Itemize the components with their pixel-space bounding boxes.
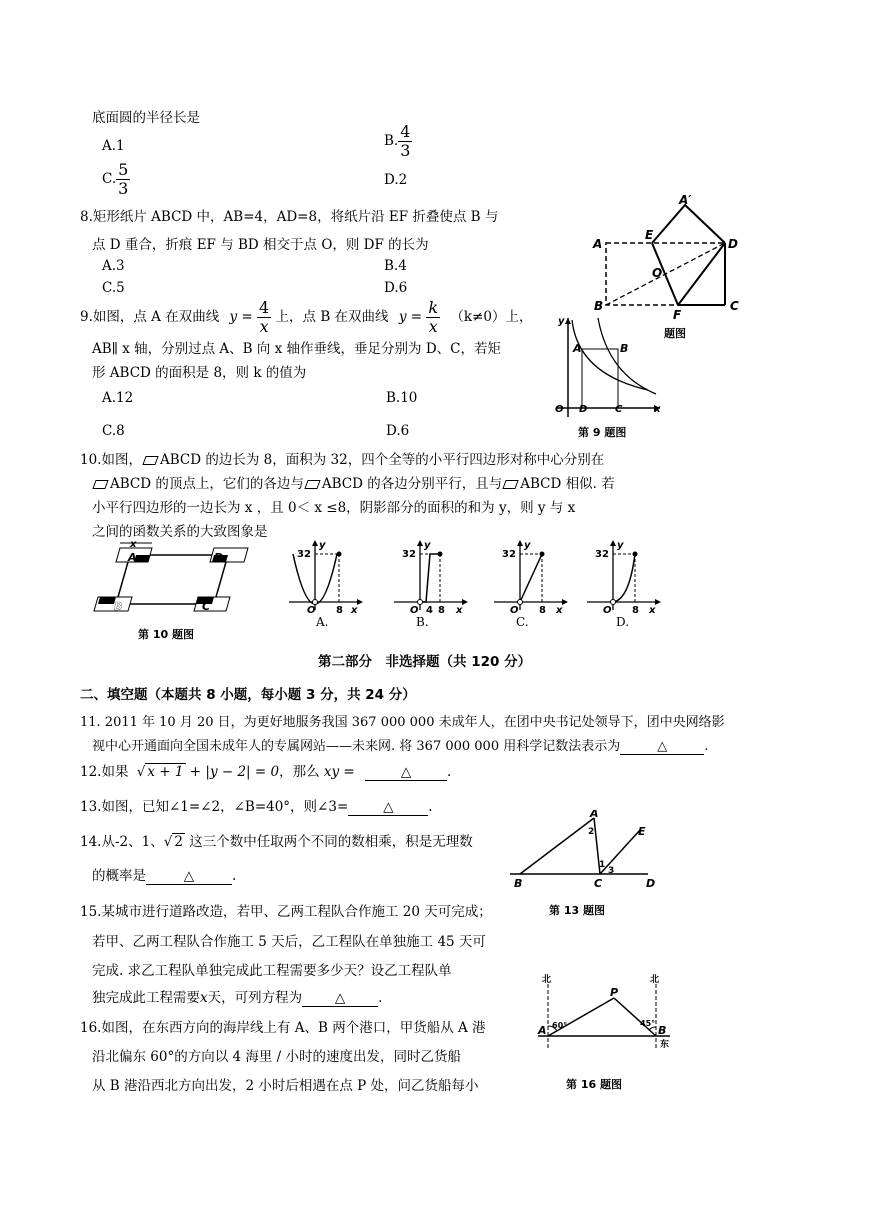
q8-line1: 8.矩形纸片 ABCD 中，AB=4，AD=8，将纸片沿 EF 折叠使点 B 与	[80, 209, 499, 225]
q10-line4: 之间的函数关系的大致图象是	[92, 524, 268, 540]
q8-label-a-prime: A′	[679, 193, 692, 207]
q9-label-x: x	[654, 404, 661, 415]
q15-line3: 完成. 求乙工程队单独完成此工程需要多少天？设乙工程队单	[92, 963, 452, 979]
q7-stem: 底面圆的半径长是	[92, 110, 200, 126]
q16-label-p: P	[610, 986, 619, 999]
q8-figure-caption: 题图	[664, 327, 686, 340]
graph-c-8-label: 8	[539, 605, 546, 616]
q8-label-a: A	[593, 237, 603, 251]
q16-line1: 16.如图，在东西方向的海岸线上有 A、B 两个港口，甲货船从 A 港	[80, 1020, 486, 1036]
graph-a-y-label: y	[319, 540, 326, 551]
graph-b-4-label: 4	[426, 605, 433, 616]
sqrt-symbol: √ 2	[163, 834, 183, 850]
parallelogram-icon	[142, 456, 158, 465]
graph-a-32-label: 32	[297, 549, 311, 560]
q13-figure	[508, 810, 658, 892]
q10-figure-caption: 第 10 题图	[138, 628, 194, 641]
q10-line2: ABCD 的顶点上，它们的各边与 ABCD 的各边分别平行，且与 ABCD 相似. 若	[92, 472, 615, 492]
q9-label-y: y	[558, 316, 565, 327]
q13-text: 13.如图，已知∠1=∠2，∠B=40°，则∠3= △ .	[80, 799, 433, 815]
q10-graph-a	[287, 538, 367, 616]
graph-b-origin-label: O	[410, 605, 419, 616]
parallelogram-icon	[503, 480, 519, 489]
q8-option-d: D.6	[384, 280, 408, 296]
q16-label-north-a: 北	[542, 975, 552, 985]
q10-label-d: D	[214, 551, 224, 564]
q10-graph-b	[392, 538, 472, 616]
q14-line2: 的概率是 △ .	[92, 868, 237, 884]
q9-figure-caption: 第 9 题图	[578, 426, 627, 439]
q12-answer-blank[interactable]: △	[365, 764, 447, 781]
q15-line2: 若甲、乙两工程队合作施工 5 天后，乙工程队在单独施工 45 天可	[92, 934, 486, 950]
q8-label-o: O	[652, 266, 663, 280]
q16-label-north-b: 北	[650, 975, 660, 985]
q9-label-o: O	[555, 404, 564, 415]
q11-answer-blank[interactable]: △	[620, 739, 704, 755]
parallelogram-icon	[304, 480, 320, 489]
q8-option-a: A.3	[102, 258, 125, 274]
q9-option-a: A.12	[102, 390, 134, 406]
graph-a-8-label: 8	[336, 605, 343, 616]
graph-b-x-label: x	[456, 605, 463, 616]
q10-label-b: B	[114, 600, 123, 613]
q8-label-b: B	[594, 299, 604, 313]
q10-option-a: A.	[316, 615, 329, 629]
q10-label-x: x	[130, 540, 137, 550]
q13-label-b: B	[514, 877, 523, 890]
graph-b-32-label: 32	[402, 549, 416, 560]
section2-title: 二、填空题（本题共 8 小题，每小题 3 分，共 24 分）	[80, 687, 416, 703]
q11-line2: 视中心开通面向全国未成年人的专属网站——未来网. 将 367 000 000 用科学记数法表示为 △ .	[92, 739, 709, 754]
q11-line1: 11. 2011 年 10 月 20 日，为更好地服务我国 367 000 000 未成年人，在团中央书记处领导下，团中央网络影	[80, 715, 725, 730]
q10-line3: 小平行四边形的一边长为 x ，且 0＜ x ≤8，阴影部分的面积的和为 y，则 y 与 x	[92, 500, 576, 516]
graph-c-x-label: x	[556, 605, 563, 616]
q8-label-c: C	[730, 299, 739, 313]
q13-answer-blank[interactable]: △	[348, 799, 428, 816]
q13-label-c: C	[594, 877, 603, 890]
q10-figure	[90, 540, 255, 628]
q8-option-b: B.4	[384, 258, 407, 274]
q16-figure-caption: 第 16 题图	[566, 1078, 622, 1091]
graph-c-32-label: 32	[502, 549, 516, 560]
q8-label-e: E	[645, 228, 654, 242]
q16-label-45: 45°	[640, 1019, 656, 1028]
q10-line1: 10.如图， ABCD 的边长为 8，面积为 32，四个全等的小平行四边形对称中心分别在	[80, 452, 605, 468]
q9-figure	[548, 312, 668, 422]
q8-line2: 点 D 重合，折痕 EF 与 BD 相交于点 O，则 DF 的长为	[92, 237, 429, 253]
graph-c-origin-label: O	[510, 605, 519, 616]
q10-graph-d	[585, 538, 665, 616]
q8-label-f: F	[673, 308, 682, 322]
q10-option-b: B.	[416, 615, 429, 629]
q13-label-d: D	[646, 877, 656, 890]
graph-b-8-label: 8	[438, 605, 445, 616]
q9-label-d: D	[579, 404, 588, 415]
sqrt-symbol: √ x + 1	[136, 764, 184, 780]
q7-option-b: B. $\frac{4}{3}$	[384, 122, 411, 160]
q9-line1: 9.如图，点 A 在双曲线 y = $\frac{4}{x}$ 上，点 B 在双曲线 y = $\frac{k}{x}$ （k≠0）上，	[80, 298, 533, 336]
q15-line4: 独完成此工程需要x天，可列方程为 △ .	[92, 990, 383, 1006]
q16-figure	[530, 970, 680, 1052]
q8-option-c: C.5	[102, 280, 125, 296]
q10-graph-c	[492, 538, 572, 616]
q9-line3: 形 ABCD 的面积是 8，则 k 的值为	[92, 365, 307, 381]
q16-label-60: 60°	[552, 1021, 568, 1030]
q13-label-3: 3	[608, 866, 615, 876]
q8-label-d: D	[728, 237, 738, 251]
graph-d-8-label: 8	[632, 605, 639, 616]
q13-label-a: A	[590, 810, 599, 820]
q16-label-east: 东	[660, 1040, 670, 1050]
q14-line1: 14.从-2、1、√ 2 这三个数中任取两个不同的数相乘，积是无理数	[80, 834, 473, 850]
graph-d-origin-label: O	[603, 605, 612, 616]
q16-label-b: B	[658, 1024, 667, 1037]
graph-a-origin-label: O	[307, 605, 316, 616]
graph-b-y-label: y	[424, 540, 431, 551]
parallelogram-icon	[92, 480, 108, 489]
q16-line3: 从 B 港沿西北方向出发，2 小时后相遇在点 P 处，问乙货船每小	[92, 1078, 479, 1094]
q7-option-a: A.1	[102, 138, 125, 154]
graph-c-y-label: y	[524, 540, 531, 551]
graph-d-32-label: 32	[595, 549, 609, 560]
q9-line2: AB∥ x 轴，分别过点 A、B 向 x 轴作垂线，垂足分别为 D、C，若矩	[92, 341, 501, 357]
graph-d-y-label: y	[617, 540, 624, 551]
graph-d-x-label: x	[649, 605, 656, 616]
q8-figure	[590, 192, 750, 322]
q10-option-c: C.	[516, 615, 529, 629]
q9-label-a: A	[573, 342, 582, 355]
q14-answer-blank[interactable]: △	[146, 868, 232, 885]
q13-label-1: 1	[599, 860, 606, 870]
part2-title: 第二部分 非选择题（共 120 分）	[318, 654, 532, 670]
q13-label-2: 2	[588, 827, 595, 837]
q16-line2: 沿北偏东 60°的方向以 4 海里 / 小时的速度出发，同时乙货船	[92, 1049, 462, 1065]
q10-label-c: C	[202, 600, 211, 613]
q9-option-c: C.8	[102, 423, 125, 439]
q10-label-a: A	[128, 551, 137, 564]
q15-line1: 15.某城市进行道路改造，若甲、乙两工程队合作施工 20 天可完成；	[80, 904, 492, 920]
graph-a-x-label: x	[351, 605, 358, 616]
q9-label-c: C	[615, 404, 623, 415]
q15-answer-blank[interactable]: △	[302, 990, 378, 1007]
q7-option-d: D.2	[384, 172, 408, 188]
q9-option-b: B.10	[386, 390, 418, 406]
q13-figure-caption: 第 13 题图	[549, 904, 605, 917]
q9-option-d: D.6	[386, 423, 410, 439]
q10-option-d: D.	[616, 615, 630, 629]
q16-label-a: A	[538, 1024, 547, 1037]
q12-text: 12.如果 √ x + 1 + |y − 2| = 0，那么 xy = △ .	[80, 764, 452, 780]
q9-label-b: B	[620, 342, 629, 355]
q7-option-c: C. $\frac{5}{3}$	[102, 160, 129, 198]
q13-label-e: E	[638, 825, 646, 838]
